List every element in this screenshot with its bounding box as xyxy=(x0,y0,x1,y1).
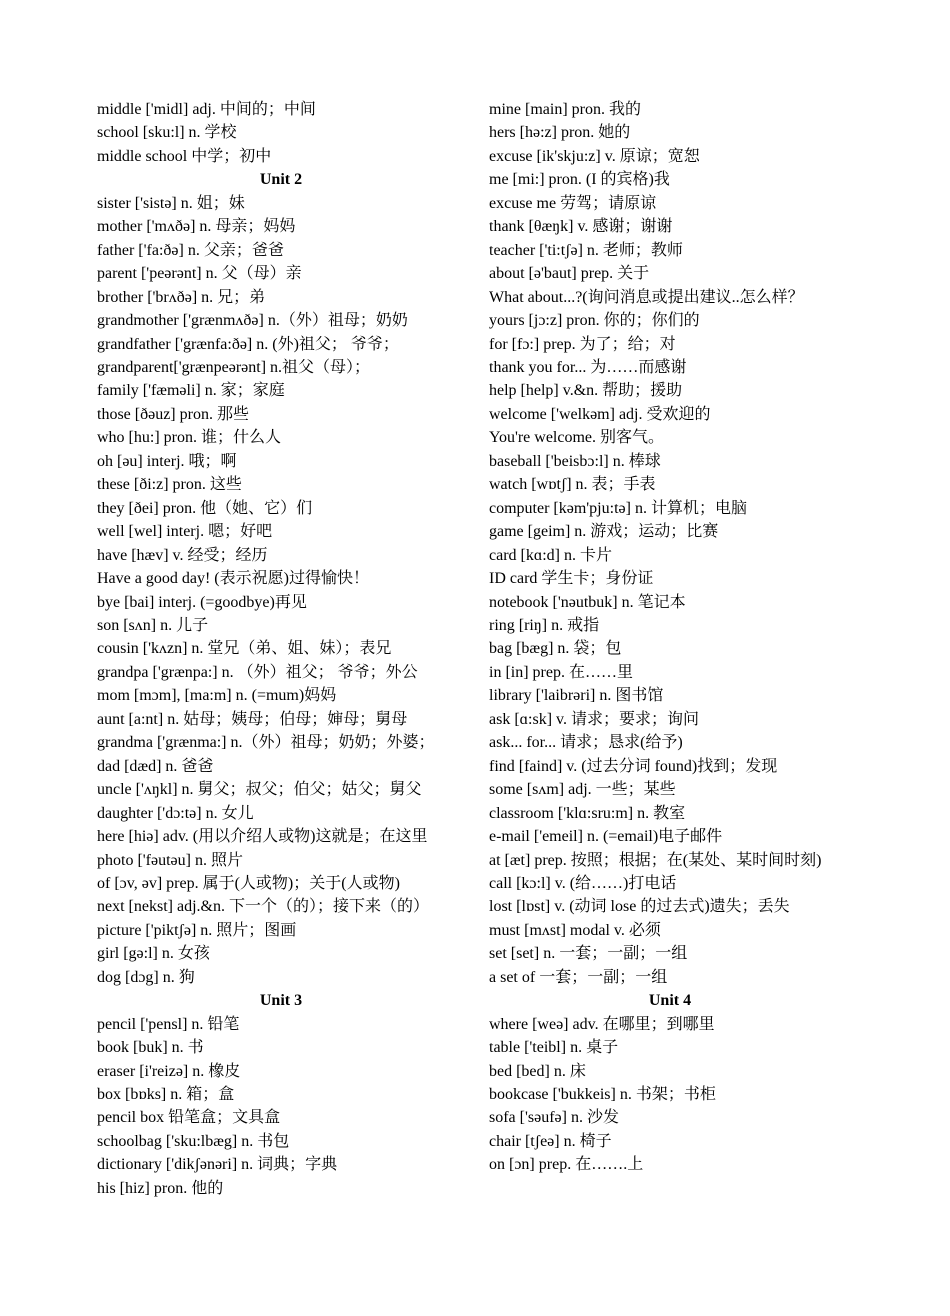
vocab-entry: sister ['sistə] n. 姐；妹 xyxy=(97,194,245,212)
vocab-entry: mom [mɔm], [ma:m] n. (=mum)妈妈 xyxy=(97,687,337,705)
vocab-entry: grandpa ['grænpa:] n. （外）祖父； 爷爷；外公 xyxy=(97,663,418,681)
vocab-entry: ID card 学生卡；身份证 xyxy=(489,570,654,588)
vocab-entry: excuse [ik'skju:z] v. 原谅；宽恕 xyxy=(489,147,700,165)
vocab-entry: in [in] prep. 在……里 xyxy=(489,663,633,681)
left-column xyxy=(97,98,465,1200)
vocab-entry: find [faind] v. (过去分词 found)找到；发现 xyxy=(489,757,778,775)
vocab-entry: e-mail ['emeil] n. (=email)电子邮件 xyxy=(489,828,723,846)
vocab-entry: here [hiə] adv. (用以介绍人或物)这就是；在这里 xyxy=(97,828,428,846)
vocab-entry: cousin ['kʌzn] n. 堂兄（弟、姐、妹）；表兄 xyxy=(97,640,392,658)
vocab-entry: hers [hə:z] pron. 她的 xyxy=(489,124,631,142)
vocab-entry: well [wel] interj. 嗯；好吧 xyxy=(97,523,273,541)
vocab-entry: middle ['midl] adj. 中间的；中间 xyxy=(97,101,316,118)
vocab-entry: ask... for... 请求；恳求(给予) xyxy=(489,734,683,752)
vocab-entry: who [hu:] pron. 谁；什么人 xyxy=(97,429,281,447)
vocab-entry: aunt [a:nt] n. 姑母；姨母；伯母；婶母；舅母 xyxy=(97,710,408,728)
vocab-entry: box [bɒks] n. 箱；盒 xyxy=(97,1086,235,1104)
vocab-entry: grandfather ['grænfa:ðə] n. (外)祖父； 爷爷； xyxy=(97,335,399,353)
vocab-entry: pencil ['pensl] n. 铅笔 xyxy=(97,1015,240,1033)
vocab-entry: thank [θæŋk] v. 感谢；谢谢 xyxy=(489,218,673,236)
vocab-entry: set [set] n. 一套；一副；一组 xyxy=(489,945,688,963)
right-column xyxy=(489,98,851,1177)
vocab-entry: these [ði:z] pron. 这些 xyxy=(97,476,242,494)
vocab-entry: next [nekst] adj.&n. 下一个（的）；接下来（的） xyxy=(97,898,429,916)
vocab-entry: mine [main] pron. 我的 xyxy=(489,101,641,118)
vocab-entry: teacher ['ti:tʃə] n. 老师；教师 xyxy=(489,241,683,259)
vocab-entry: yours [jɔ:z] pron. 你的；你们的 xyxy=(489,312,700,330)
vocab-entry: school [sku:l] n. 学校 xyxy=(97,124,237,142)
vocab-entry: me [mi:] pron. (I 的宾格)我 xyxy=(489,171,670,189)
vocab-entry: notebook ['nəutbuk] n. 笔记本 xyxy=(489,593,686,611)
unit-heading: Unit 3 xyxy=(259,992,303,1010)
vocab-entry: library ['laibrəri] n. 图书馆 xyxy=(489,687,664,705)
vocab-entry: parent ['peərənt] n. 父（母）亲 xyxy=(97,265,302,283)
unit-heading: Unit 2 xyxy=(259,171,303,189)
vocab-entry: bye [bai] interj. (=goodbye)再见 xyxy=(97,593,307,611)
vocab-entry: book [buk] n. 书 xyxy=(97,1039,204,1057)
vocab-entry: of [ɔv, əv] prep. 属于(人或物)；关于(人或物) xyxy=(97,874,400,892)
vocab-entry: dictionary ['dikʃənəri] n. 词典；字典 xyxy=(97,1156,338,1174)
vocab-entry: daughter ['dɔ:tə] n. 女儿 xyxy=(97,804,254,822)
unit-heading: Unit 4 xyxy=(648,992,692,1010)
vocab-entry: thank you for... 为……而感谢 xyxy=(489,358,687,376)
vocab-entry: watch [wɒtʃ] n. 表；手表 xyxy=(489,476,656,494)
vocab-entry: have [hæv] v. 经受；经历 xyxy=(97,546,268,564)
vocab-entry: son [sʌn] n. 儿子 xyxy=(97,616,209,634)
vocab-entry: they [ðei] pron. 他（她、它）们 xyxy=(97,499,313,517)
vocab-entry: picture ['piktʃə] n. 照片；图画 xyxy=(97,921,297,939)
vocab-entry: mother ['mʌðə] n. 母亲；妈妈 xyxy=(97,218,296,236)
vocab-entry: dad [dæd] n. 爸爸 xyxy=(97,757,214,775)
vocab-entry: middle school 中学；初中 xyxy=(97,147,272,165)
vocab-entry: grandmother ['grænmʌðə] n.（外）祖母；奶奶 xyxy=(97,312,408,330)
vocab-entry: some [sʌm] adj. 一些；某些 xyxy=(489,781,676,799)
vocab-entry: bed [bed] n. 床 xyxy=(489,1062,586,1080)
vocab-entry: game [geim] n. 游戏；运动；比赛 xyxy=(489,523,719,541)
vocab-entry: card [kɑ:d] n. 卡片 xyxy=(489,546,613,564)
vocab-entry: for [fɔ:] prep. 为了；给；对 xyxy=(489,335,676,353)
vocab-entry: Have a good day! (表示祝愿)过得愉快！ xyxy=(97,570,369,588)
vocab-entry: father ['fa:ðə] n. 父亲；爸爸 xyxy=(97,241,284,259)
vocab-entry: uncle ['ʌŋkl] n. 舅父；叔父；伯父；姑父；舅父 xyxy=(97,781,422,799)
vocab-entry: brother ['brʌðə] n. 兄；弟 xyxy=(97,288,266,306)
vocab-entry: help [help] v.&n. 帮助；援助 xyxy=(489,382,683,400)
vocab-entry: baseball ['beisbɔ:l] n. 棒球 xyxy=(489,452,661,470)
vocab-entry: eraser [i'reizə] n. 橡皮 xyxy=(97,1062,241,1080)
vocab-entry: call [kɔ:l] v. (给……)打电话 xyxy=(489,874,677,892)
vocab-entry: chair [tʃeə] n. 椅子 xyxy=(489,1132,612,1150)
vocab-entry: bag [bæg] n. 袋；包 xyxy=(489,640,622,658)
vocab-entry: You're welcome. 别客气。 xyxy=(489,429,665,447)
vocab-entry: What about...?(询问消息或提出建议..怎么样？ xyxy=(489,288,804,306)
vocab-entry: those [ðəuz] pron. 那些 xyxy=(97,405,249,423)
vocab-entry: grandma ['grænma:] n.（外）祖母；奶奶；外婆； xyxy=(97,734,435,752)
vocab-entry: on [ɔn] prep. 在…….上 xyxy=(489,1156,644,1174)
vocab-entry: at [æt] prep. 按照；根据；在(某处、某时间时刻) xyxy=(489,851,822,869)
vocab-entry: oh [əu] interj. 哦；啊 xyxy=(97,452,237,470)
vocab-entry: computer [kəm'pju:tə] n. 计算机；电脑 xyxy=(489,499,747,517)
vocab-entry: his [hiz] pron. 他的 xyxy=(97,1179,224,1197)
vocab-entry: photo ['fəutəu] n. 照片 xyxy=(97,851,243,869)
vocab-entry: lost [lɒst] v. (动词 lose 的过去式)遗失；丢失 xyxy=(489,898,790,916)
vocab-entry: ring [riŋ] n. 戒指 xyxy=(489,616,600,634)
vocab-entry: dog [dɔg] n. 狗 xyxy=(97,968,195,986)
vocab-entry: excuse me 劳驾；请原谅 xyxy=(489,194,657,212)
vocab-entry: grandparent['grænpeərənt] n.祖父（母）； xyxy=(97,358,371,376)
vocab-entry: a set of 一套；一副；一组 xyxy=(489,968,668,986)
vocab-entry: schoolbag ['sku:lbæg] n. 书包 xyxy=(97,1132,290,1150)
vocab-entry: welcome ['welkəm] adj. 受欢迎的 xyxy=(489,405,711,423)
vocab-entry: about [ə'baut] prep. 关于 xyxy=(489,265,650,283)
vocab-entry: classroom ['klɑ:sru:m] n. 教室 xyxy=(489,804,686,822)
vocab-entry: girl [gə:l] n. 女孩 xyxy=(97,945,210,963)
vocab-entry: sofa ['səufə] n. 沙发 xyxy=(489,1109,619,1127)
vocab-entry: bookcase ['bukkeis] n. 书架；书柜 xyxy=(489,1086,716,1104)
vocab-entry: ask [ɑ:sk] v. 请求；要求；询问 xyxy=(489,710,699,728)
vocab-entry: table ['teibl] n. 桌子 xyxy=(489,1039,619,1057)
vocab-entry: must [mʌst] modal v. 必须 xyxy=(489,921,661,939)
vocab-entry: pencil box 铅笔盒；文具盒 xyxy=(97,1109,281,1127)
vocab-entry: family ['fæməli] n. 家；家庭 xyxy=(97,382,285,400)
vocab-entry: where [weə] adv. 在哪里；到哪里 xyxy=(489,1015,715,1033)
